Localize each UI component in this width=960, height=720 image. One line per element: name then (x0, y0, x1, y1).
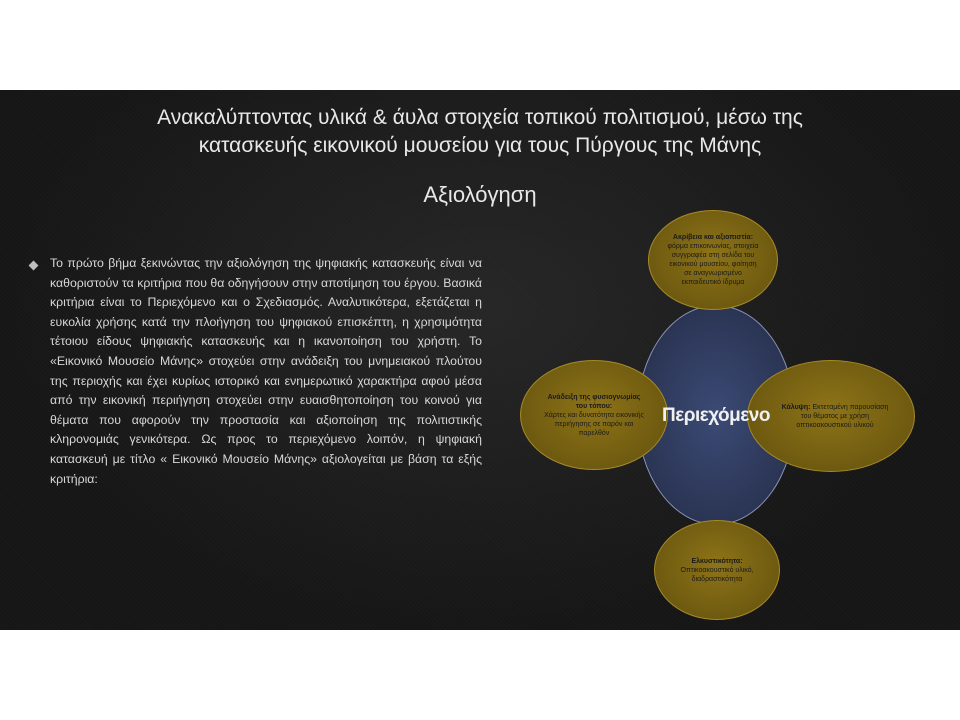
node-accuracy-title: Ακρίβεια και αξιοπιστία: (672, 234, 754, 241)
node-coverage-title: Κάλυψη: (781, 403, 811, 411)
node-attractiveness-text: Οπτικοακουστικό υλικό, διαδραστικότητα (680, 566, 754, 583)
node-local-identity-text: Χάρτες και δυνατότητα εικονικής περιήγησης σε παρόν και παρελθόν (544, 411, 644, 437)
node-attractiveness (654, 520, 780, 620)
title-line-1: Ανακαλύπτοντας υλικά & άυλα στοιχεία τοπικού πολιτισμού, μέσω της (157, 106, 803, 129)
title-line-2: κατασκευής εικονικού μουσείου για τους Πύργους της Μάνης (198, 134, 762, 157)
node-accuracy (648, 210, 778, 310)
node-coverage-content (778, 403, 892, 430)
slide-subtitle: Αξιολόγηση (423, 182, 537, 207)
body-paragraph: Το πρώτο βήμα ξεκινώντας την αξιολόγηση της ψηφιακής κατασκευής είναι να καθοριστούν τα κριτήρια που θα οδηγήσουν στην αποτίμηση του έργου. Βασικά κριτήρια είναι το Περιεχόμενο και ο Σχεδιασμός. Αναλυτικότερα, εξετάζεται η ευκολία χρήσης κατά την πλοήγηση του ψηφιακού επισκέπτη, η χρησιμότητα τέτοιου είδους ψηφιακής κατασκευής και η ικανοποίηση του χρήστη. Το «Εικονικό Μουσείο Μάνης» στοχεύει στην ανάδειξη του μνημειακού πλούτου της περιοχής και έχει κυρίως ιστορικό και ενημερωτικό χαρακτήρα αφού μέσα από την εικονική περιήγηση στοχεύει στην ευαισθητοποίηση του κοινού για θέματα που αφορούν την προστασία και αξιοποίηση της πολιτιστικής κληρονομιάς γενικότερα. Ως προς το περιεχόμενο λοιπόν, η ψηφιακή κατασκευή με τίτλο « Εικονικό Μουσείο Μάνης» αξιολογείται με βάση τα εξής κριτήρια: (50, 256, 482, 486)
node-local-identity-title: Ανάδειξη της φυσιογνωμίας του τόπου: (547, 393, 641, 410)
center-label: Περιεχόμενο (662, 405, 770, 426)
content-criteria-diagram (520, 210, 940, 630)
node-attractiveness-title: Ελκυστικότητα: (691, 557, 743, 565)
node-coverage-text: Εκτεταμένη παρουσίαση του θέματος με χρήση οπτικοακουστικού υλικού (796, 403, 889, 429)
diamond-bullet-icon (29, 261, 39, 271)
node-accuracy-text: φόρμα επικοινωνίας, στοιχεία συγγραφέα στη σελίδα του εικονικού μουσείου, φοίτηση σε αναγνωρισμένο εκπαιδευτικό ίδρυμα (667, 243, 759, 286)
slide-title (60, 104, 900, 160)
slide (0, 90, 960, 630)
